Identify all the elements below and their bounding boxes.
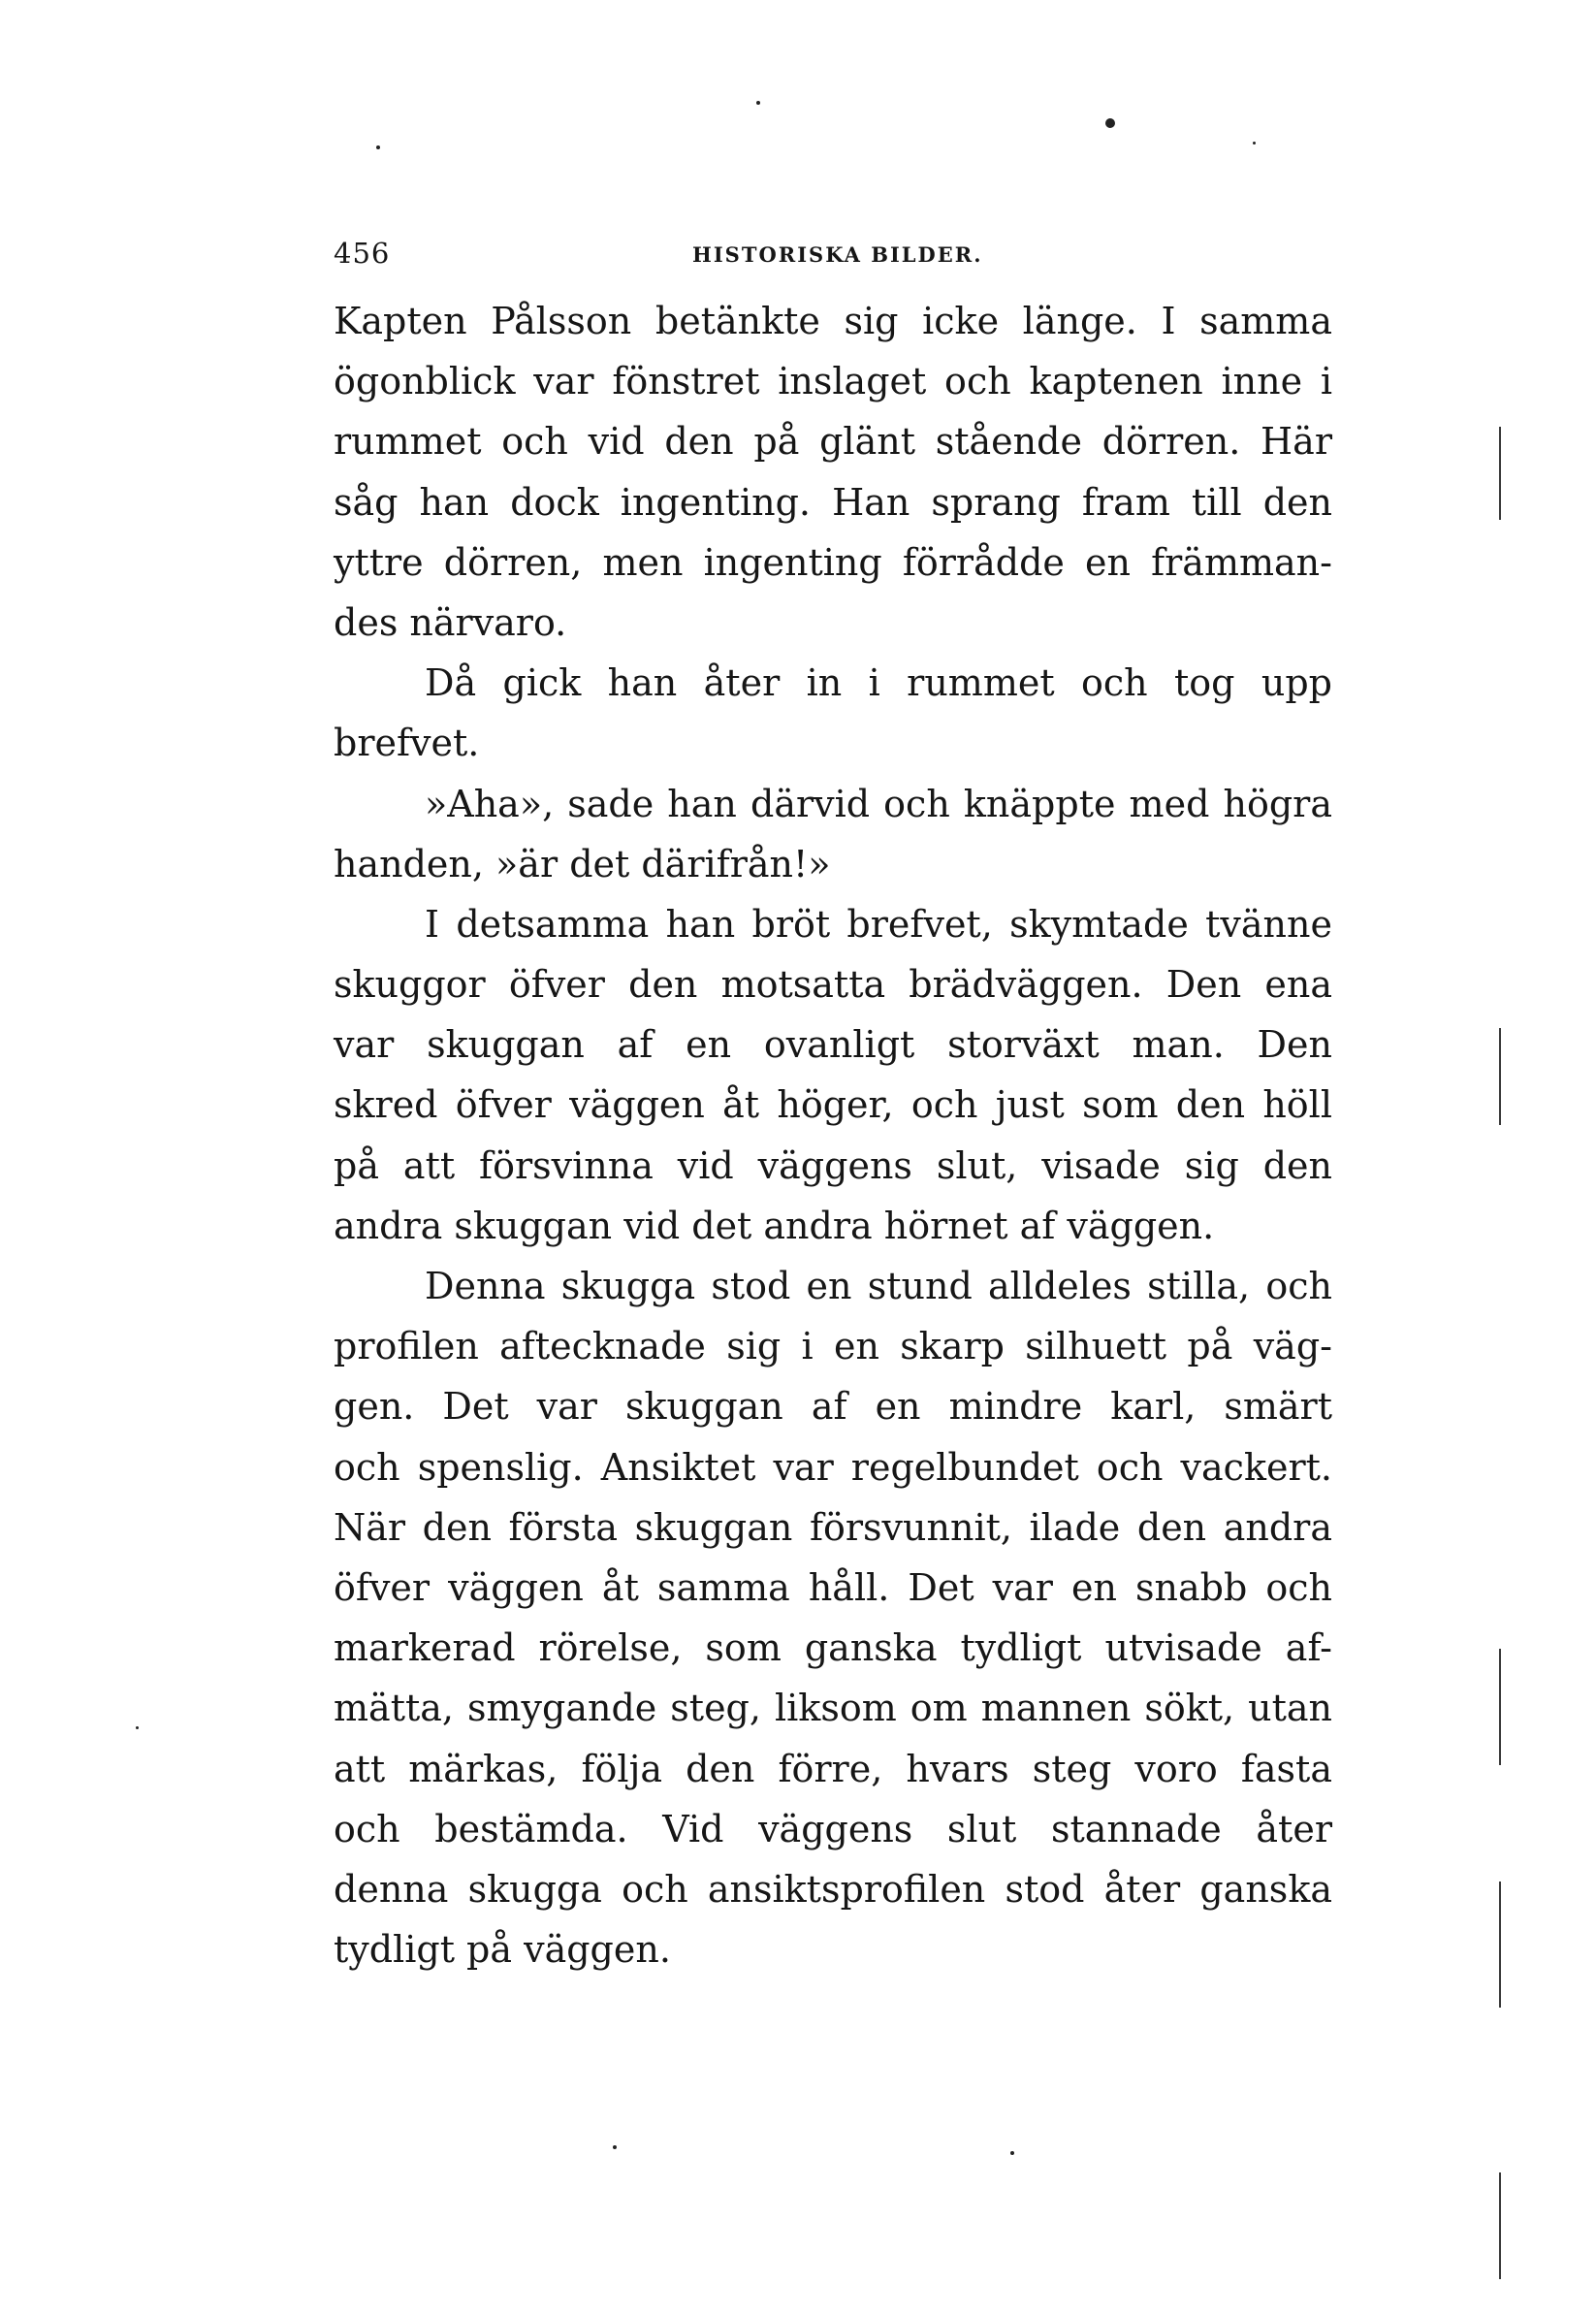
gutter-line xyxy=(1499,427,1501,520)
scan-speck xyxy=(613,2145,617,2149)
text-line: När den första skuggan försvunnit, ilade den andra xyxy=(334,1505,1332,1549)
text-line: profilen aftecknade sig i en skarp silhuett på väg- xyxy=(334,1325,1332,1368)
running-title: HISTORISKA BILDER. xyxy=(692,242,983,267)
page-header xyxy=(334,237,1332,272)
scan-speck xyxy=(1253,142,1256,145)
page-number: 456 xyxy=(334,237,391,270)
text-line: I detsamma han bröt brefvet, skymtade tvänne xyxy=(425,902,1332,946)
text-line: på att försvinna vid väggens slut, visade sig den xyxy=(334,1143,1332,1187)
gutter-line xyxy=(1499,1028,1501,1125)
text-line: såg han dock ingenting. Han sprang fram till den xyxy=(334,480,1332,524)
text-line: var skuggan af en ovanligt storväxt man. Den xyxy=(334,1023,1332,1067)
text-line: rummet och vid den på glänt stående dörren. Här xyxy=(334,420,1332,464)
text-line: öfver väggen åt samma håll. Det var en snabb och xyxy=(334,1565,1332,1609)
text-line: Denna skugga stod en stund alldeles stilla, och xyxy=(425,1265,1332,1307)
scan-speck xyxy=(136,1726,139,1729)
text-line: ögonblick var fönstret inslaget och kaptenen inne i xyxy=(334,360,1332,403)
text-line: andra skuggan vid det andra hörnet af väggen. xyxy=(334,1204,1215,1247)
gutter-line xyxy=(1499,1882,1501,2008)
text-line: att märkas, följa den förre, hvars steg voro fasta xyxy=(334,1747,1332,1790)
text-line: gen. Det var skuggan af en mindre karl, smärt xyxy=(334,1385,1332,1429)
text-line: mätta, smygande steg, liksom om mannen sökt, utan xyxy=(334,1687,1332,1730)
text-line: »Aha», sade han därvid och knäppte med högra xyxy=(425,782,1332,825)
text-line: denna skugga och ansiktsprofilen stod åter ganska xyxy=(334,1867,1332,1911)
text-line: markerad rörelse, som ganska tydligt utvisade af- xyxy=(334,1626,1332,1670)
text-line: des närvaro. xyxy=(334,600,567,644)
text-line: skred öfver väggen åt höger, och just som den höll xyxy=(334,1083,1332,1127)
scan-speck xyxy=(756,101,760,105)
text-line: skuggor öfver den motsatta brädväggen. Den ena xyxy=(334,963,1332,1007)
gutter-line xyxy=(1499,2172,1501,2279)
scan-speck xyxy=(376,145,380,149)
text-line: yttre dörren, men ingenting förrådde en främman- xyxy=(334,540,1332,584)
text-line: handen, »är det därifrån!» xyxy=(334,842,831,885)
text-line: Kapten Pålsson betänkte sig icke länge. I samma xyxy=(334,300,1332,342)
scan-speck xyxy=(1105,118,1115,128)
text-line: brefvet. xyxy=(334,722,480,765)
text-line: Då gick han åter in i rummet och tog upp xyxy=(425,661,1332,705)
gutter-line xyxy=(1499,1649,1501,1765)
text-line: och bestämda. Vid väggens slut stannade åter xyxy=(334,1807,1332,1850)
text-line: tydligt på väggen. xyxy=(334,1928,671,1972)
scan-speck xyxy=(1010,2151,1014,2155)
text-line: och spenslig. Ansiktet var regelbundet och vackert. xyxy=(334,1445,1332,1489)
body-text xyxy=(334,291,1332,1979)
